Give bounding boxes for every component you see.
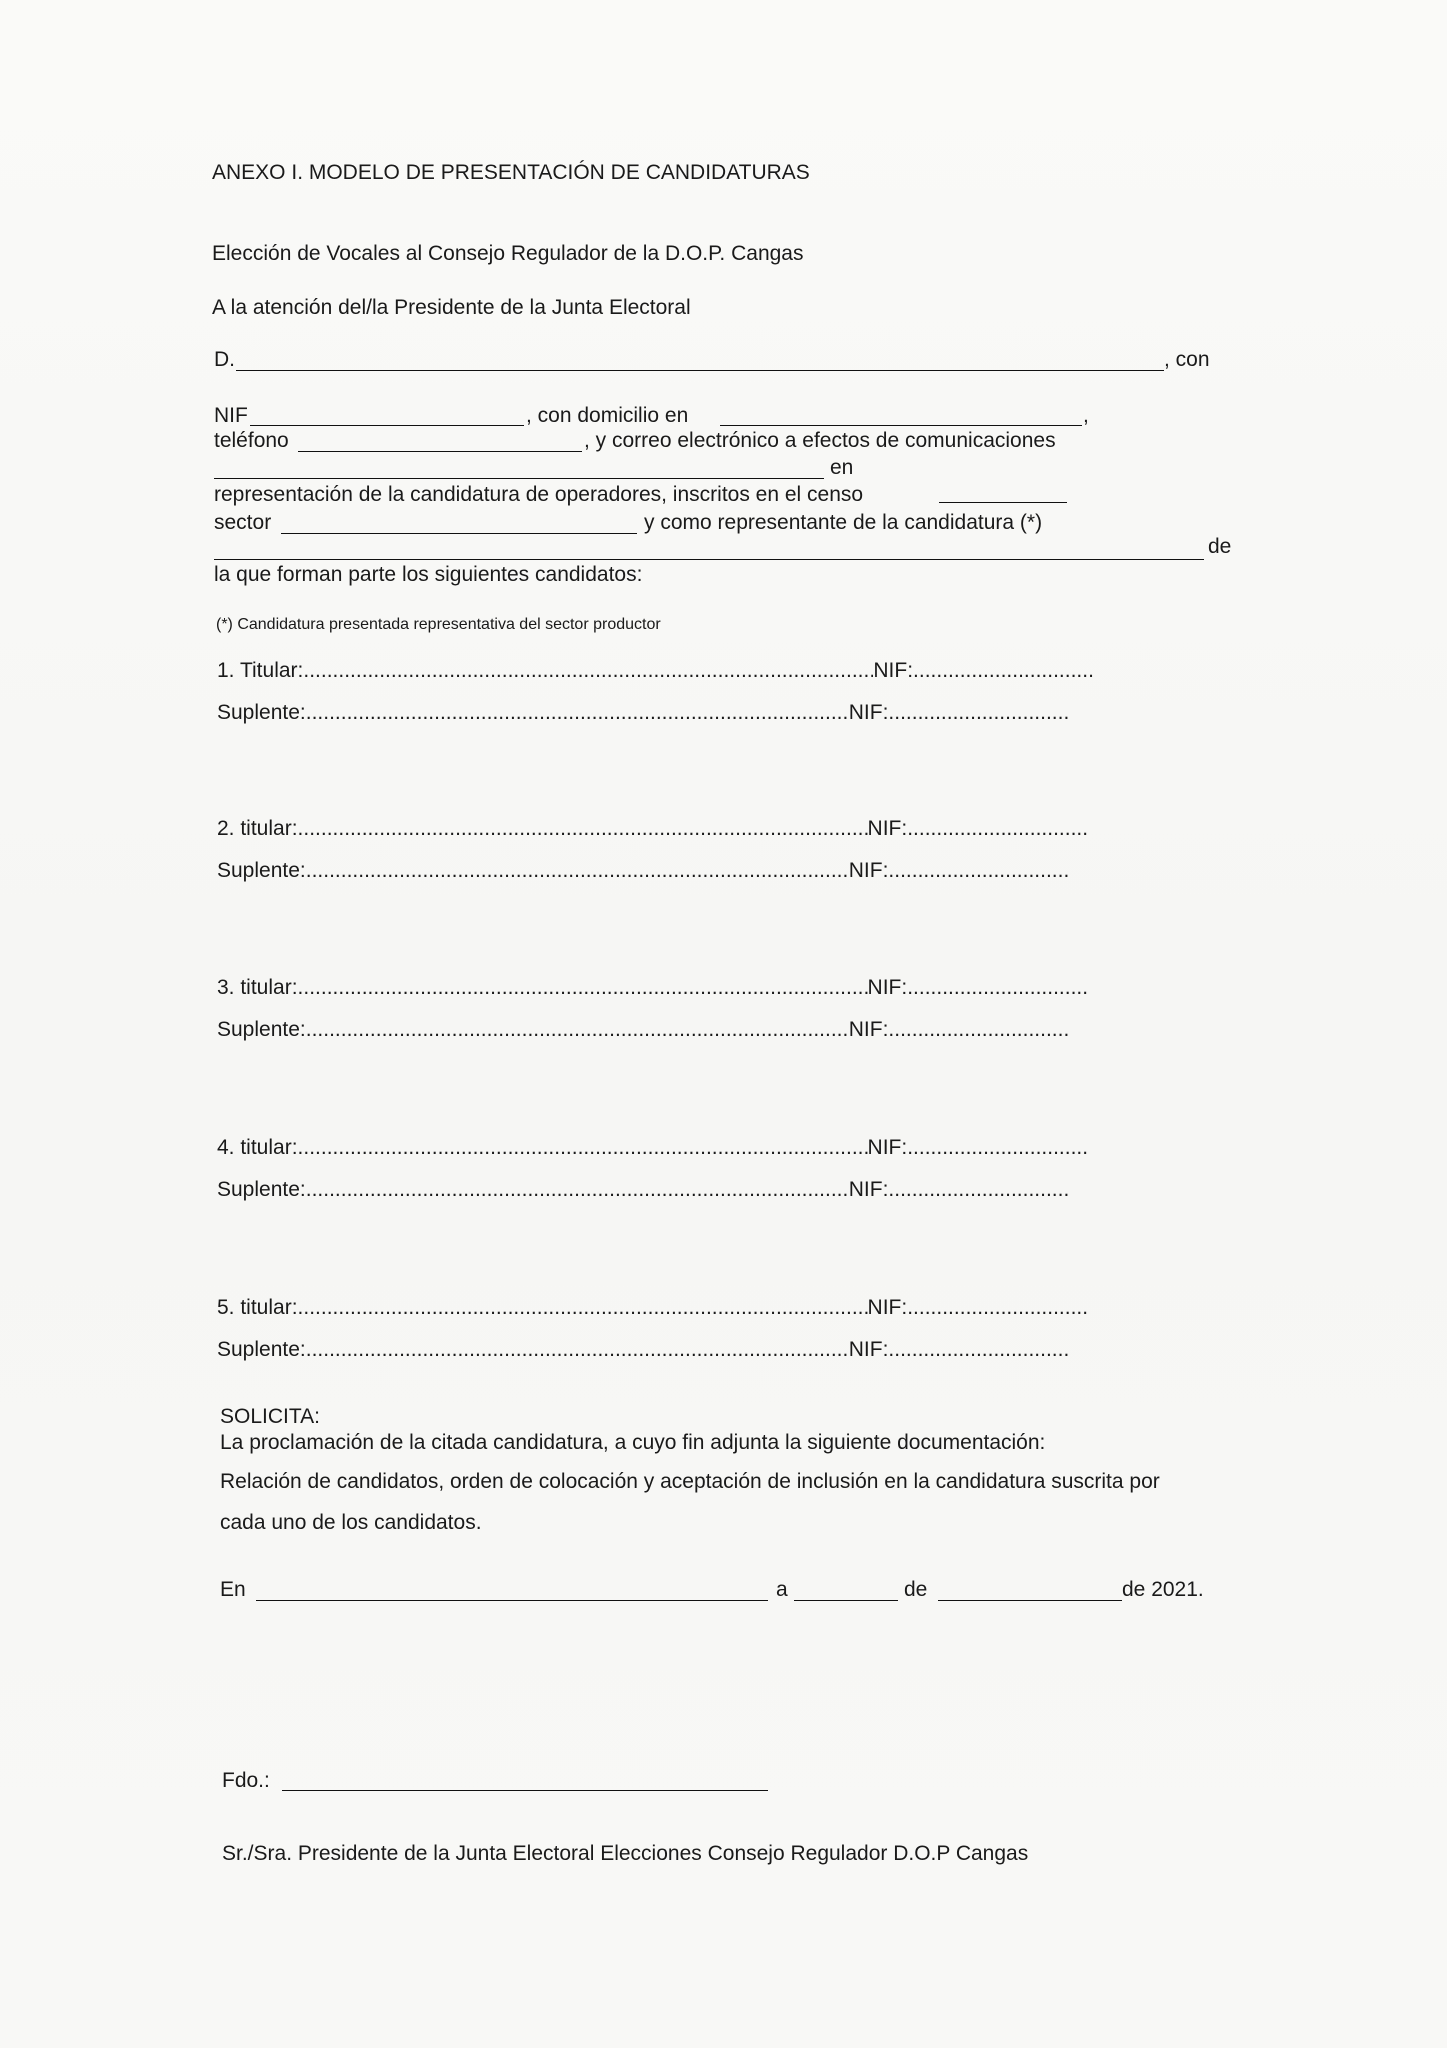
de-label: de (1208, 535, 1232, 558)
suplente-label: Suplente: (217, 1338, 306, 1361)
titular-field[interactable] (298, 816, 868, 842)
nif-field[interactable] (913, 658, 1093, 684)
domicilio-label: , con domicilio en (526, 404, 689, 427)
email-field[interactable] (214, 478, 824, 479)
nif-label: NIF: (867, 976, 908, 999)
candidate-3-titular-row (217, 975, 1087, 1001)
sector-label: sector (214, 511, 272, 534)
fecha-a-label: a (776, 1578, 788, 1601)
nif-field[interactable] (888, 1017, 1068, 1043)
nif-label: NIF: (867, 1296, 908, 1319)
candidate-5-titular-row (217, 1295, 1087, 1321)
suplente-label: Suplente: (217, 859, 306, 882)
nif-label: NIF: (848, 1338, 889, 1361)
titular-field[interactable] (298, 1135, 868, 1161)
suplente-label: Suplente: (217, 1018, 306, 1041)
candidate-4-titular-row (217, 1135, 1087, 1161)
fecha-en-label: En (220, 1578, 246, 1601)
nif-field[interactable] (888, 1337, 1068, 1363)
candidate-2-suplente-row (217, 858, 1068, 884)
nif-label: NIF (214, 404, 248, 427)
titular-label: 4. titular: (217, 1136, 298, 1159)
nif-label: NIF: (848, 701, 889, 724)
representante-label: y como representante de la candidatura (*) (644, 511, 1043, 534)
domicilio-comma: , (1083, 404, 1089, 427)
atencion-line: A la atención del/la Presidente de la Junta Electoral (212, 296, 691, 319)
nif-label: NIF: (867, 1136, 908, 1159)
nif-field[interactable] (888, 858, 1068, 884)
destinatario-line: Sr./Sra. Presidente de la Junta Electoral Elecciones Consejo Regulador D.O.P Cangas (222, 1842, 1029, 1865)
sector-field[interactable] (281, 533, 637, 534)
fdo-label: Fdo.: (222, 1769, 270, 1792)
nif-field[interactable] (250, 425, 524, 426)
suplente-label: Suplente: (217, 701, 306, 724)
candidate-5-suplente-row (217, 1337, 1068, 1363)
nif-label: NIF: (867, 817, 908, 840)
nif-field[interactable] (907, 1135, 1087, 1161)
suplente-label: Suplente: (217, 1178, 306, 1201)
candidate-1-suplente-row (217, 700, 1068, 726)
candidate-1-titular-row (217, 658, 1093, 684)
nota-line: (*) Candidatura presentada representativa del sector productor (216, 616, 661, 633)
nif-label: NIF: (848, 1018, 889, 1041)
correo-label: , y correo electrónico a efectos de comunicaciones (584, 429, 1056, 452)
titular-label: 1. Titular: (217, 659, 304, 682)
suplente-field[interactable] (306, 858, 849, 884)
nif-field[interactable] (907, 975, 1087, 1001)
candidate-3-suplente-row (217, 1017, 1068, 1043)
nif-label: NIF: (873, 659, 914, 682)
fecha-lugar-field[interactable] (256, 1600, 768, 1601)
titular-field[interactable] (303, 658, 873, 684)
telefono-field[interactable] (298, 451, 582, 452)
firma-field[interactable] (282, 1790, 768, 1791)
suplente-field[interactable] (306, 1337, 849, 1363)
candidate-4-suplente-row (217, 1177, 1068, 1203)
candidate-2-titular-row (217, 816, 1087, 842)
con-label: , con (1164, 348, 1210, 371)
proclamacion-line: La proclamación de la citada candidatura, a cuyo fin adjunta la siguiente documentación: (220, 1431, 1046, 1454)
nif-label: NIF: (848, 859, 889, 882)
fecha-year-label: de 2021. (1122, 1578, 1204, 1601)
fecha-dia-field[interactable] (794, 1600, 898, 1601)
candidatura-field[interactable] (214, 559, 1204, 560)
document-title: ANEXO I. MODELO DE PRESENTACIÓN DE CANDIDATURAS (212, 161, 810, 184)
representacion-line: representación de la candidatura de operadores, inscritos en el censo (214, 483, 864, 506)
titular-label: 2. titular: (217, 817, 298, 840)
telefono-label: teléfono (214, 429, 289, 452)
solicita-heading: SOLICITA: (220, 1405, 320, 1428)
nif-field[interactable] (888, 700, 1068, 726)
nif-field[interactable] (907, 1295, 1087, 1321)
relacion-line-2: cada uno de los candidatos. (220, 1511, 482, 1534)
censo-field[interactable] (939, 502, 1067, 503)
suplente-field[interactable] (306, 1177, 849, 1203)
d-label: D. (214, 348, 235, 371)
domicilio-field[interactable] (720, 425, 1082, 426)
suplente-field[interactable] (306, 1017, 849, 1043)
titular-field[interactable] (298, 975, 868, 1001)
en-label: en (830, 456, 854, 479)
titular-label: 3. titular: (217, 976, 298, 999)
nif-field[interactable] (888, 1177, 1068, 1203)
relacion-line-1: Relación de candidatos, orden de colocación y aceptación de inclusión en la candidatura suscrita por (220, 1470, 1160, 1493)
titular-field[interactable] (298, 1295, 868, 1321)
titular-label: 5. titular: (217, 1296, 298, 1319)
eleccion-line: Elección de Vocales al Consejo Regulador de la D.O.P. Cangas (212, 242, 804, 265)
fecha-de-label: de (904, 1578, 928, 1601)
fecha-mes-field[interactable] (938, 1600, 1122, 1601)
forman-parte-line: la que forman parte los siguientes candidatos: (214, 563, 643, 586)
name-field[interactable] (236, 370, 1164, 371)
nif-label: NIF: (848, 1178, 889, 1201)
nif-field[interactable] (907, 816, 1087, 842)
suplente-field[interactable] (306, 700, 849, 726)
